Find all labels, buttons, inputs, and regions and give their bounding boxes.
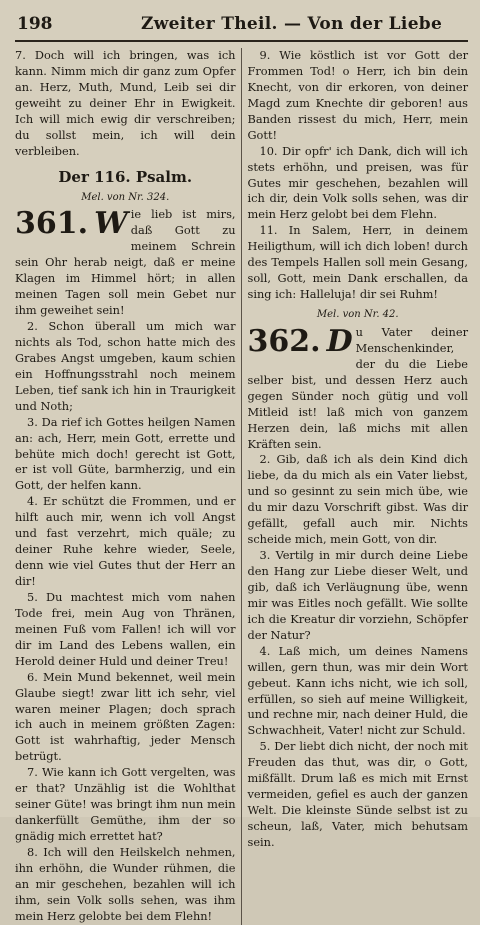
hymn-361-verse-5: 5. Du machtest mich vom nahen Tode frei, mein Aug von Thränen, meinen Fuß vom Fallen! ich will vor dir im Land des Lebens wallen, ein Herold deiner Huld und deiner Treu! — [15, 589, 236, 668]
verse-7-prev-hymn: 7. Doch will ich bringen, was ich kann. Nimm mich dir ganz zum Opfer an. Herz, Muth, Mund, Leib sei dir geweiht zu deiner Ehr in Ewigkeit. Ich will mich ewig dir verschreiben; du sollst mein, ich will dein verbleiben. — [15, 48, 236, 158]
hymn-361-verse-10: 10. Dir opfr' ich Dank, dich will ich stets erhöhn, und preisen, was für Gutes mir geschehen, bezahlen will ich dir, dein Volk solls sehen, was dir mein Herz gelobt bei dem Flehn. — [247, 143, 468, 222]
running-title: Zweiter Theil. — Von der Liebe — [141, 14, 443, 34]
right-column — [241, 48, 469, 925]
two-column-body — [15, 48, 468, 925]
dropcap-d: D — [326, 323, 353, 359]
hymn-361-verse-1: ie lieb ist mirs, daß Gott zu meinem Schrein sein Ohr herab neigt, daß er meine Klagen im Himmel hört; in allen meinen Tagen soll mein Gebet nur ihm geweihet sein! — [15, 207, 236, 318]
hymn-362-start — [248, 325, 469, 453]
hymn-361-verse-2: 2. Schon überall um mich war nichts als Tod, schon hatte mich des Grabes Angst umgeben, kaum schien ein Hoffnungsstrahl noch meinem Leben, tief sank ich hin in Traurigkeit und Noth; — [15, 319, 236, 413]
melody-reference-362: Mel. von Nr. 42. — [316, 309, 399, 320]
page-header — [15, 12, 468, 38]
hymn-361-verse-9: 9. Wie köstlich ist vor Gott der Frommen Tod! o Herr, ich bin dein Knecht, von dir erkoren, von deiner Magd zum Knechte dir geboren! aus Banden rissest du mich, Herr, mein Gott! — [247, 48, 468, 142]
hymn-number-362: 362. — [247, 323, 321, 359]
hymn-361-verse-3: 3. Da rief ich Gottes heilgen Namen an: ach, Herr, mein Gott, errette und behüte mich doch! gerecht ist Gott, er ist voll Güte, barmherzig, und ein Gott, der helfen kann. — [15, 414, 236, 493]
hymn-362-verse-4: 4. Laß mich, um deines Namens willen, gern thun, was mir dein Wort gebeut. Kann ichs nicht, wie ich soll, erfüllen, so sieh auf meine Willigkeit, und rechne mir, nach deiner Huld, die Schwachheit, Vater! nicht zur Schuld. — [247, 643, 468, 738]
hymn-362-verse-2: 2. Gib, daß ich als dein Kind dich liebe, da du mich als ein Vater liebst, und so gesinnt zu sein mich übe, wie du mir dazu Vorschrift gibst. Was dir gefällt, gefall auch mir. Nichts scheide mich, mein Gott, von dir. — [247, 452, 468, 547]
left-column — [15, 48, 241, 925]
page-number: 198 — [17, 14, 53, 34]
hymn-361-verse-4: 4. Er schützt die Frommen, und er hilft auch mir, wenn ich voll Angst und fast verzehrt, mich quäle; zu deiner Ruhe kehre wieder, Seele, denn wie viel Gutes thut der Herr an dir! — [15, 494, 236, 588]
melody-reference-361: Mel. von Nr. 324. — [81, 191, 170, 203]
hymn-362-verse-5: 5. Der liebt dich nicht, der noch mit Freuden das thut, was dir, o Gott, mißfällt. Drum laß es mich mit Ernst vermeiden, gefiel es auch der ganzen Welt. Die kleinste Sünde selbst ist zu scheun, laß, Vater, mich behutsam sein. — [247, 739, 468, 849]
hymn-362-verse-1: u Vater deiner Menschenkinder, der du die Liebe selber bist, und dessen Herz auch gegen Sünder noch gütig und voll Mitleid ist! laß mich von ganzem Herzen dein, laß michs mit allen Kräften sein. — [247, 324, 468, 451]
hymn-361-start — [15, 207, 236, 319]
psalm-heading: Der 116. Psalm. — [58, 167, 193, 186]
hymn-number-361: 361. — [15, 206, 89, 242]
header-rule — [15, 40, 468, 42]
hymn-361-verse-8: 8. Ich will den Heilskelch nehmen, ihn erhöhn, die Wunder rühmen, die an mir geschehen, bezahlen will ich ihm, sein Volk solls sehen, was ihm mein Herz gelobte bei dem Flehn! — [15, 844, 236, 923]
hymn-361-verse-6: 6. Mein Mund bekennet, weil mein Glaube siegt! zwar litt ich sehr, viel waren meiner Plagen; doch sprach ich auch in meinem größten Zagen: Gott ist wahrhaftig, jeder Mensch betrügt. — [15, 669, 236, 764]
dropcap-w: W — [94, 206, 128, 242]
hymn-362-verse-3: 3. Vertilg in mir durch deine Liebe den Hang zur Liebe dieser Welt, und gib, daß ich Verläugnung übe, wenn mir was Eitles noch gefällt. Wie sollte ich die Kreatur dir vorziehn, Schöpfer der Natur? — [247, 548, 468, 642]
hymn-361-verse-7: 7. Wie kann ich Gott vergelten, was er that? Unzählig ist die Wohlthat seiner Güte! was bringt ihm nun mein dankerfüllt Gemüthe, ihm der so gnädig mich errettet hat? — [15, 765, 236, 843]
hymn-361-verse-11: 11. In Salem, Herr, in deinem Heiligthum, will ich dich loben! durch des Tempels Hallen soll mein Gesang, soll, Gott, mein Dank erschallen, da sing ich: Halleluja! dir sei Ruhm! — [247, 223, 468, 302]
